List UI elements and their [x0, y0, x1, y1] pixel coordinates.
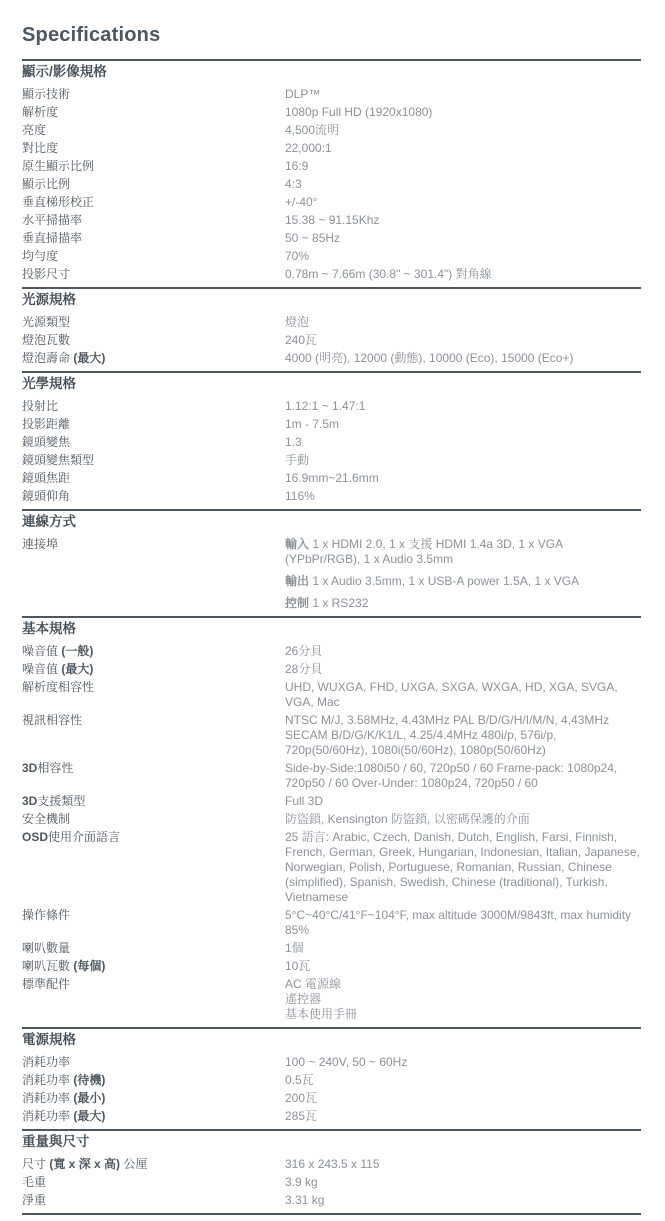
text-segment: 噪音值: [22, 662, 62, 676]
text-segment: 毛重: [22, 1175, 47, 1189]
spec-label: [22, 908, 285, 923]
text-segment: 200瓦: [285, 1091, 318, 1105]
spec-label: [22, 1193, 285, 1208]
text-segment: 燈泡壽命: [22, 351, 74, 365]
text-segment: 相容性: [37, 761, 74, 775]
text-segment: 遙控器: [285, 992, 322, 1006]
text-segment: 4:3: [285, 177, 302, 191]
spec-value: [285, 213, 641, 228]
spec-label: [22, 87, 285, 102]
spec-value-line: [285, 213, 641, 228]
spec-row: [22, 812, 641, 827]
spec-value-line: [285, 417, 641, 432]
spec-value: [285, 1193, 641, 1208]
text-segment: 240瓦: [285, 333, 318, 347]
spec-value: [285, 435, 641, 450]
text-segment: 解析度相容性: [22, 680, 95, 694]
section-header: 光學規格: [22, 376, 76, 391]
spec-value-line: [285, 195, 641, 210]
text-segment: 鏡頭變焦類型: [22, 453, 95, 467]
spec-value: [285, 761, 641, 791]
text-segment: 消耗功率: [22, 1109, 74, 1123]
spec-value-line: [285, 435, 641, 450]
text-segment: 316 x 243.5 x 115: [285, 1157, 380, 1171]
text-segment: 100 ~ 240V, 50 ~ 60Hz: [285, 1055, 408, 1069]
text-segment: 燈泡: [285, 315, 310, 329]
text-segment: 顯示比例: [22, 177, 71, 191]
spec-label: [22, 537, 285, 552]
spec-value: [285, 177, 641, 192]
text-segment-bold: (最大): [61, 662, 94, 676]
text-segment: 投射比: [22, 399, 59, 413]
spec-row: [22, 213, 641, 228]
spec-row: [22, 959, 641, 974]
spec-label: [22, 159, 285, 174]
spec-value-line: [285, 1175, 641, 1190]
text-segment: 消耗功率: [22, 1055, 71, 1069]
spec-label: [22, 977, 285, 992]
text-segment: 1 x RS232: [312, 596, 369, 610]
text-segment: 光源類型: [22, 315, 71, 329]
spec-label: [22, 1091, 285, 1106]
spec-row: [22, 941, 641, 956]
text-segment-bold: (最小): [73, 1091, 106, 1105]
spec-label: [22, 315, 285, 330]
spec-value: [285, 399, 641, 414]
text-segment-bold: (每個): [73, 959, 106, 973]
spec-row: [22, 249, 641, 264]
text-segment: 投影尺寸: [22, 267, 71, 281]
spec-value: [285, 1055, 641, 1070]
text-segment: 28分貝: [285, 662, 323, 676]
text-segment: 公厘: [120, 1157, 148, 1171]
spec-row: [22, 159, 641, 174]
spec-value: [285, 267, 641, 282]
spec-label: [22, 941, 285, 956]
spec-label: [22, 267, 285, 282]
spec-row: [22, 1193, 641, 1208]
spec-value: [285, 87, 641, 102]
spec-label: [22, 680, 285, 695]
text-segment: 手動: [285, 453, 310, 467]
text-segment: 70%: [285, 249, 310, 263]
spec-value: [285, 231, 641, 246]
text-segment-bold: (最大): [73, 1109, 106, 1123]
text-segment-bold: OSD: [22, 830, 49, 844]
text-segment: 垂直掃描率: [22, 231, 83, 245]
page-title: Specifications: [22, 24, 161, 46]
spec-value-line: [285, 1193, 641, 1208]
text-segment-bold: 輸入: [285, 537, 313, 551]
spec-value-line: [285, 794, 641, 809]
spec-value-line: [285, 399, 641, 414]
spec-row: [22, 195, 641, 210]
spec-value: [285, 1091, 641, 1106]
text-segment: 標準配件: [22, 977, 71, 991]
spec-value-line: [285, 644, 641, 659]
spec-value: [285, 195, 641, 210]
spec-value: [285, 489, 641, 504]
text-segment: 連接埠: [22, 537, 59, 551]
text-segment: 3.31 kg: [285, 1193, 325, 1207]
text-segment: 視訊相容性: [22, 713, 83, 727]
spec-value-line: [285, 941, 641, 956]
spec-value-line: [285, 489, 641, 504]
text-segment: 26分貝: [285, 644, 323, 658]
text-segment-bold: 3D: [22, 794, 38, 808]
spec-row: [22, 1055, 641, 1070]
text-segment: 垂直梯形校正: [22, 195, 95, 209]
spec-row: [22, 713, 641, 758]
text-segment: UHD, WUXGA, FHD, UXGA, SXGA, WXGA, HD, XGA, SVGA, VGA, Mac: [285, 680, 618, 709]
spec-row: [22, 830, 641, 905]
spec-value: [285, 1175, 641, 1190]
text-segment: 水平掃描率: [22, 213, 83, 227]
spec-label: [22, 794, 285, 809]
text-segment: 防盜鎖, Kensington 防盜鎖, 以密碼保護的介面: [285, 812, 530, 826]
spec-row: [22, 351, 641, 366]
text-segment-bold: 控制: [285, 596, 313, 610]
spec-value: [285, 123, 641, 138]
spec-value-line: [285, 231, 641, 246]
spec-row: [22, 471, 641, 486]
spec-value: [285, 1157, 641, 1172]
spec-value-line: [285, 662, 641, 677]
text-segment: 顯示技術: [22, 87, 71, 101]
text-segment: 投影距離: [22, 417, 71, 431]
text-segment: 1 x HDMI 2.0, 1 x 支援 HDMI 1.4a 3D, 1 x VGA (YPbPr/RGB), 1 x Audio 3.5mm: [285, 537, 563, 566]
spec-row: [22, 417, 641, 432]
text-segment: 285瓦: [285, 1109, 318, 1123]
spec-value-line: [285, 453, 641, 468]
text-segment: 基本使用手冊: [285, 1007, 358, 1021]
text-segment: Side-by-Side:1080i50 / 60, 720p50 / 60 Frame-pack: 1080p24, 720p50 / 60 Over-Under: 1080p24, 720p50 / 60: [285, 761, 618, 790]
spec-value: [285, 249, 641, 264]
spec-label: [22, 231, 285, 246]
spec-section: [22, 59, 641, 287]
spec-label: [22, 1055, 285, 1070]
text-segment: 0.5瓦: [285, 1073, 314, 1087]
spec-row: [22, 794, 641, 809]
text-segment: 4,500流明: [285, 123, 340, 137]
spec-value-line: [285, 713, 641, 758]
spec-row: [22, 315, 641, 330]
spec-row: [22, 105, 641, 120]
text-segment: 1.3: [285, 435, 302, 449]
spec-label: [22, 435, 285, 450]
spec-section: [22, 1129, 641, 1213]
text-segment-bold: (一般): [61, 644, 94, 658]
spec-value: [285, 417, 641, 432]
spec-row: [22, 1157, 641, 1172]
text-segment: 鏡頭變焦: [22, 435, 71, 449]
text-segment: 支援類型: [37, 794, 86, 808]
spec-label: [22, 1175, 285, 1190]
text-segment: 15.38 ~ 91.15Khz: [285, 213, 380, 227]
spec-value-line: [285, 333, 641, 348]
spec-value-line: [285, 471, 641, 486]
spec-value-line: [285, 141, 641, 156]
text-segment: 鏡頭焦距: [22, 471, 71, 485]
text-segment: 22,000:1: [285, 141, 332, 155]
spec-value-line: [285, 830, 641, 905]
spec-value: [285, 333, 641, 348]
spec-label: [22, 959, 285, 974]
spec-row: [22, 680, 641, 710]
spec-value: [285, 1073, 641, 1088]
text-segment: 原生顯示比例: [22, 159, 95, 173]
text-segment: 喇叭數量: [22, 941, 71, 955]
spec-section: [22, 287, 641, 371]
spec-label: [22, 1109, 285, 1124]
text-segment: 4000 (明亮), 12000 (動態), 10000 (Eco), 15000 (Eco+): [285, 351, 574, 365]
spec-row: [22, 267, 641, 282]
spec-label: [22, 141, 285, 156]
text-segment: 鏡頭仰角: [22, 489, 71, 503]
spec-value: [285, 812, 641, 827]
spec-label: [22, 761, 285, 776]
spec-label: [22, 195, 285, 210]
spec-value: [285, 959, 641, 974]
spec-value: [285, 941, 641, 956]
text-segment: 1m - 7.5m: [285, 417, 340, 431]
text-segment: 0.78m ~ 7.66m (30.8" ~ 301.4") 對角線: [285, 267, 492, 281]
text-segment-bold: (最大): [73, 351, 106, 365]
spec-value-line: [285, 315, 641, 330]
spec-value-line: [285, 87, 641, 102]
spec-value: [285, 315, 641, 330]
spec-value: [285, 351, 641, 366]
spec-value: [285, 471, 641, 486]
spec-value-line: [285, 761, 641, 791]
section-header: 光源規格: [22, 292, 76, 307]
text-segment: 安全機制: [22, 812, 71, 826]
spec-label: [22, 812, 285, 827]
text-segment: 均勻度: [22, 249, 59, 263]
text-segment-bold: (寬 x 深 x 高): [49, 1157, 121, 1171]
spec-value: [285, 644, 641, 659]
spec-label: [22, 453, 285, 468]
spec-row: [22, 908, 641, 938]
spec-row: [22, 537, 641, 611]
text-segment: 50 ~ 85Hz: [285, 231, 341, 245]
spec-row: [22, 333, 641, 348]
spec-label: [22, 333, 285, 348]
spec-row: [22, 87, 641, 102]
spec-value: [285, 159, 641, 174]
spec-row: [22, 123, 641, 138]
spec-value: [285, 908, 641, 938]
spec-value-line: [285, 574, 641, 589]
spec-value: [285, 141, 641, 156]
text-segment: 25 語言: Arabic, Czech, Danish, Dutch, English, Farsi, Finnish, French, German, Greek, Hungarian, Indonesian, Italian, Japanese, Norwegian, Polish, Portuguese, Romanian, Russian, Chinese (simplified), Spanish, Swedish, Chinese (traditional), Turkish, Vietnamese: [285, 830, 640, 904]
spec-value-line: [285, 105, 641, 120]
spec-section: [22, 1027, 641, 1129]
section-header: 電源規格: [22, 1032, 76, 1047]
text-segment-bold: (待機): [73, 1073, 106, 1087]
text-segment: 操作條件: [22, 908, 71, 922]
spec-row: [22, 1175, 641, 1190]
text-segment: 16.9mm~21.6mm: [285, 471, 379, 485]
text-segment: 3.9 kg: [285, 1175, 318, 1189]
text-segment: 1 x Audio 3.5mm, 1 x USB-A power 1.5A, 1 x VGA: [312, 574, 580, 588]
spec-row: [22, 435, 641, 450]
spec-value-line: [285, 123, 641, 138]
spec-value: [285, 713, 641, 758]
spec-value-line: [285, 812, 641, 827]
spec-label: [22, 417, 285, 432]
spec-value-line: [285, 159, 641, 174]
spec-value-line: [285, 537, 641, 567]
section-header: 連線方式: [22, 514, 76, 529]
text-segment: 16:9: [285, 159, 309, 173]
text-segment: 1.12:1 ~ 1.47:1: [285, 399, 366, 413]
spec-value: [285, 662, 641, 677]
spec-section: [22, 509, 641, 616]
spec-value-line: [285, 977, 641, 992]
spec-row: [22, 141, 641, 156]
spec-label: [22, 644, 285, 659]
spec-value: [285, 105, 641, 120]
spec-value-line: [285, 680, 641, 710]
spec-row: [22, 644, 641, 659]
spec-value: [285, 1109, 641, 1124]
spec-label: [22, 249, 285, 264]
text-segment: 1080p Full HD (1920x1080): [285, 105, 433, 119]
spec-row: [22, 662, 641, 677]
spec-row: [22, 489, 641, 504]
spec-section: [22, 616, 641, 1027]
spec-value-line: [285, 1055, 641, 1070]
spec-label: [22, 177, 285, 192]
text-segment: 消耗功率: [22, 1073, 74, 1087]
spec-value-line: [285, 908, 641, 938]
spec-row: [22, 399, 641, 414]
spec-row: [22, 1073, 641, 1088]
text-segment: 噪音值: [22, 644, 62, 658]
text-segment: 使用介面語言: [48, 830, 121, 844]
spec-value-line: [285, 992, 641, 1007]
spec-value: [285, 537, 641, 611]
section-header: 重量與尺寸: [22, 1134, 90, 1149]
spec-value-line: [285, 1007, 641, 1022]
spec-value: [285, 830, 641, 905]
spec-label: [22, 489, 285, 504]
spec-label: [22, 830, 285, 845]
spec-value-line: [285, 351, 641, 366]
text-segment-bold: 輸出: [285, 574, 313, 588]
spec-label: [22, 662, 285, 677]
text-segment: 116%: [285, 489, 315, 503]
text-segment: 喇叭瓦數: [22, 959, 74, 973]
spec-label: [22, 713, 285, 728]
spec-row: [22, 1091, 641, 1106]
spec-value: [285, 794, 641, 809]
section-header: 基本規格: [22, 621, 76, 636]
spec-label: [22, 1073, 285, 1088]
spec-row: [22, 1109, 641, 1124]
text-segment: 1個: [285, 941, 304, 955]
spec-value: [285, 977, 641, 1022]
spec-value-line: [285, 177, 641, 192]
spec-label: [22, 471, 285, 486]
spec-row: [22, 977, 641, 1022]
spec-row: [22, 453, 641, 468]
text-segment: NTSC M/J, 3.58MHz, 4.43MHz PAL B/D/G/H/I/M/N, 4,43MHz SECAM B/D/G/K/K1/L, 4.25/4.4MHz 480i/p, 576i/p, 720p(50/60Hz), 1080i(50/60Hz), 1080p(50/60Hz): [285, 713, 610, 757]
spec-value-line: [285, 1109, 641, 1124]
spec-value-line: [285, 267, 641, 282]
spec-label: [22, 1157, 285, 1172]
text-segment: +/-40°: [285, 195, 318, 209]
spec-value: [285, 680, 641, 710]
text-segment: 5°C~40°C/41°F~104°F, max altitude 3000M/9843ft, max humidity 85%: [285, 908, 632, 937]
text-segment: 對比度: [22, 141, 59, 155]
text-segment: Full 3D: [285, 794, 324, 808]
spec-value-line: [285, 1073, 641, 1088]
spec-row: [22, 761, 641, 791]
spec-row: [22, 177, 641, 192]
text-segment: 解析度: [22, 105, 59, 119]
text-segment: 亮度: [22, 123, 47, 137]
text-segment: AC 電源線: [285, 977, 342, 991]
spec-row: [22, 231, 641, 246]
spec-label: [22, 213, 285, 228]
spec-section: [22, 371, 641, 509]
spec-label: [22, 351, 285, 366]
spec-sections-container: [22, 59, 641, 1213]
spec-value-line: [285, 1091, 641, 1106]
spec-label: [22, 123, 285, 138]
bottom-divider: [22, 1213, 641, 1215]
text-segment: 尺寸: [22, 1157, 50, 1171]
spec-value-line: [285, 1157, 641, 1172]
text-segment: 淨重: [22, 1193, 47, 1207]
spec-value: [285, 453, 641, 468]
spec-value-line: [285, 959, 641, 974]
section-header: 顯示/影像規格: [22, 64, 107, 79]
spec-label: [22, 105, 285, 120]
spec-value-line: [285, 596, 641, 611]
text-segment-bold: 3D: [22, 761, 38, 775]
text-segment: 10瓦: [285, 959, 311, 973]
spec-label: [22, 399, 285, 414]
text-segment: 消耗功率: [22, 1091, 74, 1105]
text-segment: 燈泡瓦數: [22, 333, 71, 347]
spec-value-line: [285, 249, 641, 264]
text-segment: DLP™: [285, 87, 321, 101]
